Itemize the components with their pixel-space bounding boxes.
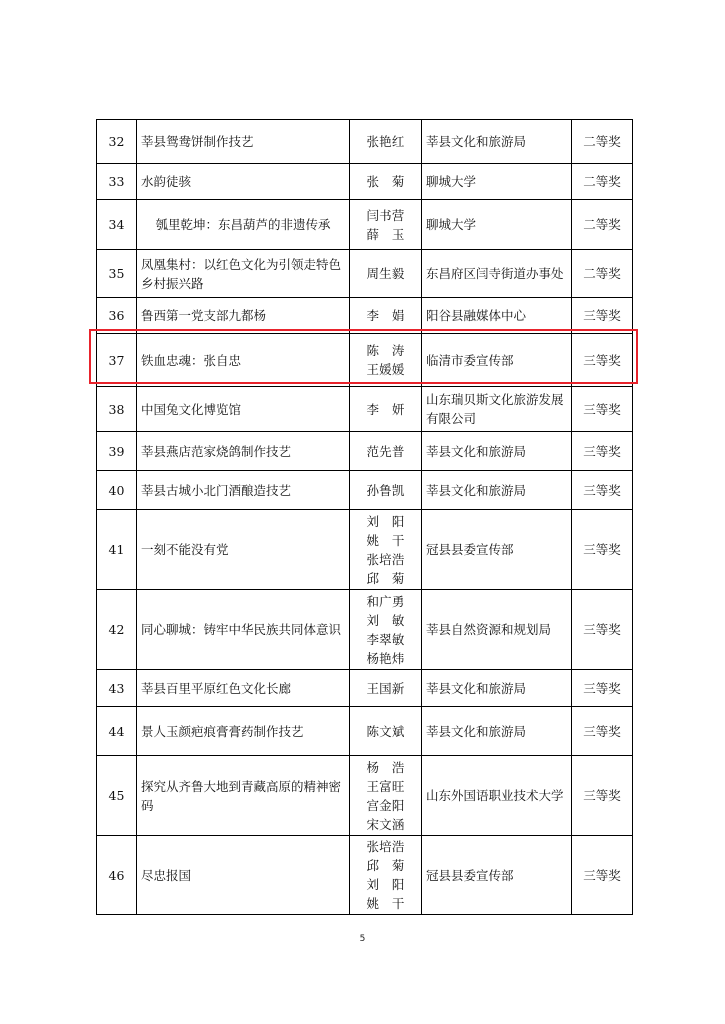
authors [350, 756, 422, 836]
award-level: 二等奖 [572, 200, 633, 250]
author-name: 李 娟 [366, 308, 405, 323]
organization: 莘县文化和旅游局 [422, 670, 572, 707]
table-row [97, 471, 633, 510]
author-name: 邱 菊 [366, 570, 405, 586]
row-number: 42 [97, 590, 137, 670]
author-name: 张 菊 [366, 174, 405, 189]
table-row [97, 298, 633, 334]
organization: 莘县文化和旅游局 [422, 432, 572, 471]
table-row [97, 590, 633, 670]
work-title: 中国兔文化博览馆 [137, 387, 350, 432]
author-name: 刘 敏 [366, 612, 405, 628]
author-name: 邱 菊 [366, 858, 405, 873]
authors [350, 432, 422, 471]
row-number: 46 [97, 836, 137, 915]
award-level: 二等奖 [572, 250, 633, 298]
work-title: 探究从齐鲁大地到青藏高原的精神密码 [137, 756, 350, 836]
organization: 临清市委宣传部 [422, 334, 572, 387]
work-title: 鲁西第一党支部九都杨 [137, 298, 350, 334]
table-row [97, 756, 633, 836]
table-row [97, 510, 633, 590]
authors [350, 510, 422, 590]
author-name: 李 妍 [366, 401, 405, 417]
authors [350, 471, 422, 510]
author-name: 杨 浩 [366, 759, 405, 775]
row-number: 45 [97, 756, 137, 836]
author-name: 姚 干 [366, 896, 405, 911]
award-level: 二等奖 [572, 120, 633, 164]
authors [350, 164, 422, 200]
row-number: 38 [97, 387, 137, 432]
authors [350, 707, 422, 756]
work-title: 一刻不能没有党 [137, 510, 350, 590]
award-level: 三等奖 [572, 670, 633, 707]
award-level: 三等奖 [572, 707, 633, 756]
organization: 冠县县委宣传部 [422, 510, 572, 590]
author-name: 闫书营 [366, 207, 405, 223]
work-title: 凤凰集村：以红色文化为引领走特色乡村振兴路 [137, 250, 350, 298]
table-row [97, 670, 633, 707]
award-level: 三等奖 [572, 510, 633, 590]
row-number: 39 [97, 432, 137, 471]
table-row [97, 164, 633, 200]
table-row [97, 120, 633, 164]
author-name: 王国新 [366, 680, 405, 696]
page-number: 5 [359, 934, 366, 944]
author-name: 和广勇 [366, 593, 405, 609]
author-name: 姚 干 [366, 532, 405, 548]
table-row [97, 250, 633, 298]
organization: 冠县县委宣传部 [422, 836, 572, 915]
author-name: 孙鲁凯 [366, 482, 405, 498]
organization: 莘县文化和旅游局 [422, 120, 572, 164]
author-name: 陈文斌 [366, 723, 405, 739]
work-title: 莘县百里平原红色文化长廊 [137, 670, 350, 707]
table-row [97, 707, 633, 756]
authors [350, 836, 422, 915]
work-title: 铁血忠魂：张自忠 [137, 334, 350, 387]
award-level: 三等奖 [572, 387, 633, 432]
row-number: 44 [97, 707, 137, 756]
work-title: 莘县鸳鸯饼制作技艺 [137, 120, 350, 164]
author-name: 周生毅 [366, 266, 405, 281]
work-title: 尽忠报国 [137, 836, 350, 915]
award-level: 三等奖 [572, 432, 633, 471]
row-number: 43 [97, 670, 137, 707]
author-name: 宫金阳 [366, 797, 405, 813]
author-name: 李翠敏 [366, 631, 405, 647]
organization: 莘县文化和旅游局 [422, 707, 572, 756]
award-level: 二等奖 [572, 164, 633, 200]
author-name: 杨艳炜 [366, 650, 405, 666]
work-title: 瓠里乾坤：东昌葫芦的非遗传承 [137, 200, 350, 250]
author-name: 张艳红 [366, 134, 405, 149]
author-name: 刘 阳 [366, 877, 405, 892]
organization: 莘县自然资源和规划局 [422, 590, 572, 670]
work-title: 莘县古城小北门酒酿造技艺 [137, 471, 350, 510]
table-row [97, 387, 633, 432]
author-name: 王媛媛 [366, 362, 405, 377]
awards-table [96, 119, 633, 915]
organization: 聊城大学 [422, 200, 572, 250]
author-name: 宋文涵 [366, 816, 405, 832]
organization: 莘县文化和旅游局 [422, 471, 572, 510]
row-number: 34 [97, 200, 137, 250]
authors [350, 250, 422, 298]
authors [350, 200, 422, 250]
author-name: 薛 玉 [366, 226, 405, 242]
authors [350, 298, 422, 334]
author-name: 张培浩 [366, 551, 405, 567]
author-name: 张培浩 [366, 839, 405, 854]
row-number: 35 [97, 250, 137, 298]
authors [350, 670, 422, 707]
table-row [97, 200, 633, 250]
table-row [97, 334, 633, 387]
award-level: 三等奖 [572, 334, 633, 387]
row-number: 41 [97, 510, 137, 590]
row-number: 32 [97, 120, 137, 164]
author-name: 王富旺 [366, 778, 405, 794]
award-level: 三等奖 [572, 836, 633, 915]
table-row [97, 432, 633, 471]
awards-table-body [97, 120, 633, 915]
authors [350, 334, 422, 387]
row-number: 40 [97, 471, 137, 510]
row-number: 37 [97, 334, 137, 387]
organization: 聊城大学 [422, 164, 572, 200]
work-title: 水韵徒骇 [137, 164, 350, 200]
work-title: 同心聊城：铸牢中华民族共同体意识 [137, 590, 350, 670]
authors [350, 120, 422, 164]
work-title: 莘县燕店范家烧鸽制作技艺 [137, 432, 350, 471]
work-title: 景人玉颜疤痕膏膏药制作技艺 [137, 707, 350, 756]
row-number: 33 [97, 164, 137, 200]
authors [350, 590, 422, 670]
author-name: 范先普 [366, 443, 405, 459]
award-level: 三等奖 [572, 471, 633, 510]
table-row [97, 836, 633, 915]
award-level: 三等奖 [572, 756, 633, 836]
organization: 阳谷县融媒体中心 [422, 298, 572, 334]
organization: 山东外国语职业技术大学 [422, 756, 572, 836]
author-name: 刘 阳 [366, 513, 405, 529]
organization: 东昌府区闫寺街道办事处 [422, 250, 572, 298]
authors [350, 387, 422, 432]
row-number: 36 [97, 298, 137, 334]
award-level: 三等奖 [572, 298, 633, 334]
author-name: 陈 涛 [366, 343, 405, 358]
award-level: 三等奖 [572, 590, 633, 670]
organization: 山东瑞贝斯文化旅游发展有限公司 [422, 387, 572, 432]
